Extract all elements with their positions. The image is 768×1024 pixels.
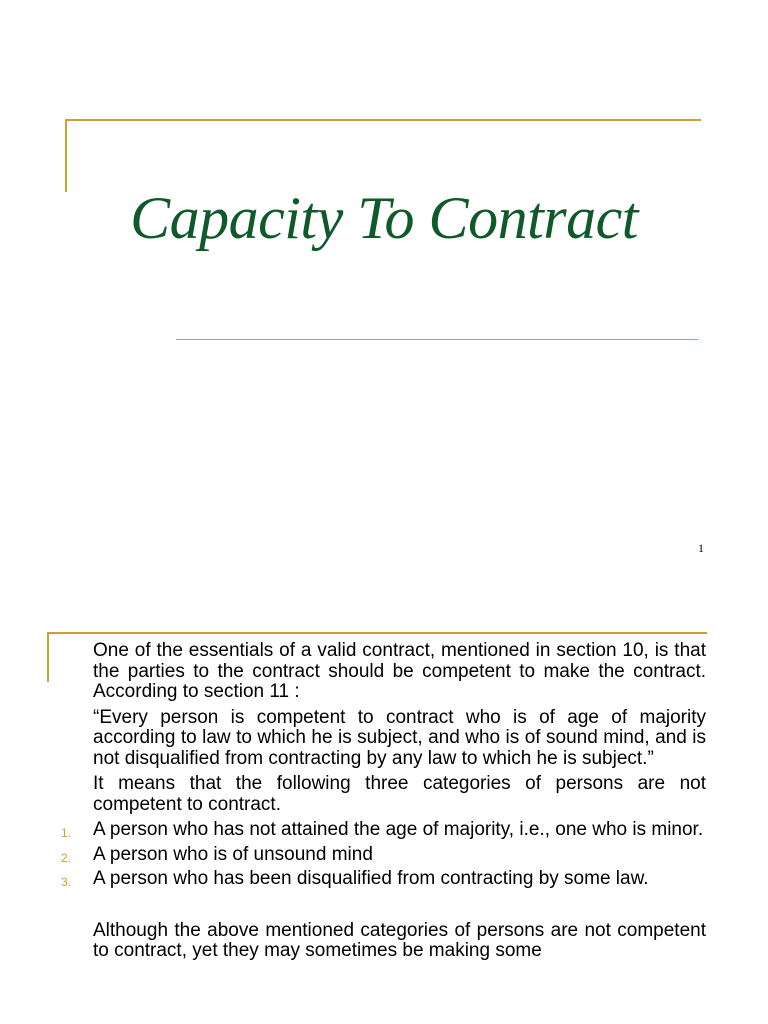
content-slide <box>0 600 768 1024</box>
page-number: 1 <box>698 541 704 555</box>
top-rule <box>65 119 701 121</box>
paragraph-quote: “Every person is competent to contract who is of age of majority according to law to which he is subject, and who is of sound mind, and is not disqualified from contracting by any law to which he is subject.” <box>93 706 706 769</box>
paragraph-closing: Although the above mentioned categories of persons are not competent to contract, yet they may sometimes be making some <box>93 919 706 961</box>
categories-list <box>61 819 706 890</box>
list-item <box>61 819 706 841</box>
list-text: A person who has been disqualified from contracting by some law. <box>93 868 649 889</box>
slide-title: Capacity To Contract <box>130 185 638 251</box>
list-number: 1. <box>61 826 72 840</box>
spacer <box>93 895 706 921</box>
title-underline <box>176 339 698 340</box>
list-number: 2. <box>61 850 72 865</box>
top-rule <box>47 632 707 634</box>
paragraph-intro: One of the essentials of a valid contract, mentioned in section 10, is that the parties to the contract should be competent to make the contract. According to section 11 : <box>93 640 706 702</box>
left-rule <box>47 632 49 682</box>
list-item <box>61 868 706 890</box>
paragraph-categories: It means that the following three categories of persons are not competent to contract. <box>93 773 706 815</box>
list-text: A person who is of unsound mind <box>93 843 373 865</box>
list-number: 3. <box>61 875 72 889</box>
list-text: A person who has not attained the age of majority, i.e., one who is minor. <box>93 819 704 840</box>
slide-body <box>61 640 706 967</box>
list-item <box>61 843 706 866</box>
